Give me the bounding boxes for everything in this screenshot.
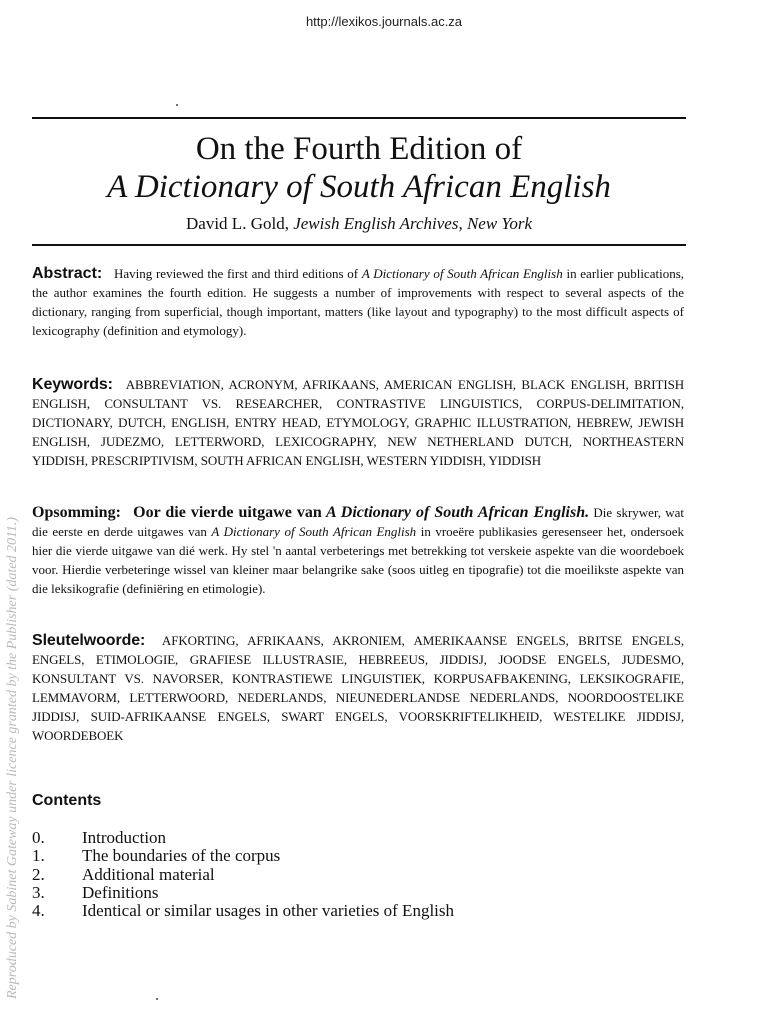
header-rule <box>32 244 686 246</box>
keywords-heading: Keywords: <box>32 376 113 393</box>
toc-item[interactable] <box>32 829 632 847</box>
opsomming-text-after: in vroeëre publikasies geresenseer het, ondersoek hier die vierde uitgawe van dié werk. Hy stel 'n aantal verbeterings met betrekking tot verskeie aspekte van die woordeboek voor. Hierdie verbeteringe wissel van kleiner maar belangrike sake (soos uitleg en tipografie) tot die moeilikste aspekte van die leksikografie (definiëring en etimologie). <box>32 524 685 596</box>
toc-item-label: Definitions <box>82 882 159 902</box>
opsomming-title-prefix: Oor die vierde uitgawe van <box>133 504 322 521</box>
toc-item-label: Identical or similar usages in other varieties of English <box>82 901 455 921</box>
abstract-book-title: A Dictionary of South African English <box>361 266 563 281</box>
abstract-text-before: Having reviewed the first and third editions of <box>113 266 359 281</box>
sleutelwoorde-section <box>32 631 684 745</box>
contents-heading: Contents <box>32 792 102 809</box>
toc-item-number: 1. <box>32 846 45 866</box>
keywords-section <box>32 375 684 470</box>
toc-item-label: The boundaries of the corpus <box>82 846 281 866</box>
source-url[interactable]: http://lexikos.journals.ac.za <box>305 14 463 29</box>
keywords-text: ABBREVIATION, ACRONYM, AFRIKAANS, AMERICAN ENGLISH, BLACK ENGLISH, BRITISH ENGLISH, CONSULTANT VS. RESEARCHER, CONTRASTIVE LINGUISTICS, CORPUS-DELIMITATION, DICTIONARY, DUTCH, ENGLISH, ENTRY HEAD, ETYMOLOGY, GRAPHIC ILLUSTRATION, HEBREW, JEWISH ENGLISH, JUDEZMO, LETTERWORD, LEXICOGRAPHY, NEW NETHERLAND DUTCH, NORTHEASTERN YIDDISH, PRESCRIPTIVISM, SOUTH AFRICAN ENGLISH, WESTERN YIDDISH, YIDDISH <box>32 377 684 468</box>
toc-item[interactable] <box>32 847 632 865</box>
abstract-heading: Abstract: <box>32 265 103 282</box>
sleutelwoorde-text: AFKORTING, AFRIKAANS, AKRONIEM, AMERIKAANSE ENGELS, BRITSE ENGELS, ENGELS, ETIMOLOGIE, GRAFIESE ILLUSTRASIE, HEBREEUS, JIDDISJ, JOODSE ENGELS, JUDESMO, KONSULTANT VS. NAVORSER, KONTRASTIEWE LINGUISTIEK, KORPUSAFBAKENING, LEKSIKOGRAFIE, LEMMAVORM, LETTERWOORD, NEDERLANDS, NIEUNEDERLANDSE NEDERLANDS, NOORDOOSTELIKE JIDDISJ, SUID-AFRIKAANSE ENGELS, SWART ENGELS, VOORSKRIFTELIKHEID, WESTELIKE JIDDISJ, WOORDEBOEK <box>32 633 684 743</box>
author-line <box>32 214 686 234</box>
opsomming-text-before: Die skrywer, wat die eerste en derde uitgawes van <box>32 505 685 539</box>
toc-item[interactable] <box>32 866 632 884</box>
author-affiliation: Jewish English Archives, New York <box>293 214 532 233</box>
abstract-section <box>32 264 684 340</box>
opsomming-book-title-inline: A Dictionary of South African English <box>211 524 417 539</box>
publisher-watermark: Reproduced by Sabinet Gateway under licence granted by the Publisher (dated 2011.) <box>5 516 20 999</box>
author-name: David L. Gold, <box>186 214 289 233</box>
toc-item-label: Additional material <box>82 864 215 884</box>
opsomming-section <box>32 503 684 598</box>
sleutelwoorde-heading: Sleutelwoorde: <box>32 632 146 649</box>
toc-item[interactable] <box>32 902 632 920</box>
top-rule <box>32 117 686 119</box>
toc-item-number: 0. <box>32 828 45 847</box>
opsomming-heading: Opsomming: <box>32 504 121 521</box>
abstract-text-after: in earlier publications, the author examines the fourth edition. He suggests a number of improvements with respect to several aspects of the dictionary, ranging from superficial, though important, matters (like layout and typography) to the most difficult aspects of lexicography (definition and etymology). <box>32 266 685 338</box>
toc-item-label: Introduction <box>82 828 167 847</box>
scan-speck <box>156 998 158 1000</box>
table-of-contents <box>32 829 632 920</box>
opsomming-book-title: A Dictionary of South African English. <box>325 504 590 521</box>
toc-item-number: 2. <box>32 864 45 884</box>
paper-title-line1: On the Fourth Edition of <box>195 131 523 167</box>
toc-item-number: 3. <box>32 882 45 902</box>
scan-speck <box>176 104 178 106</box>
toc-item[interactable] <box>32 884 632 902</box>
paper-title-line2: A Dictionary of South African English <box>107 169 611 205</box>
toc-item-number: 4. <box>32 901 45 921</box>
